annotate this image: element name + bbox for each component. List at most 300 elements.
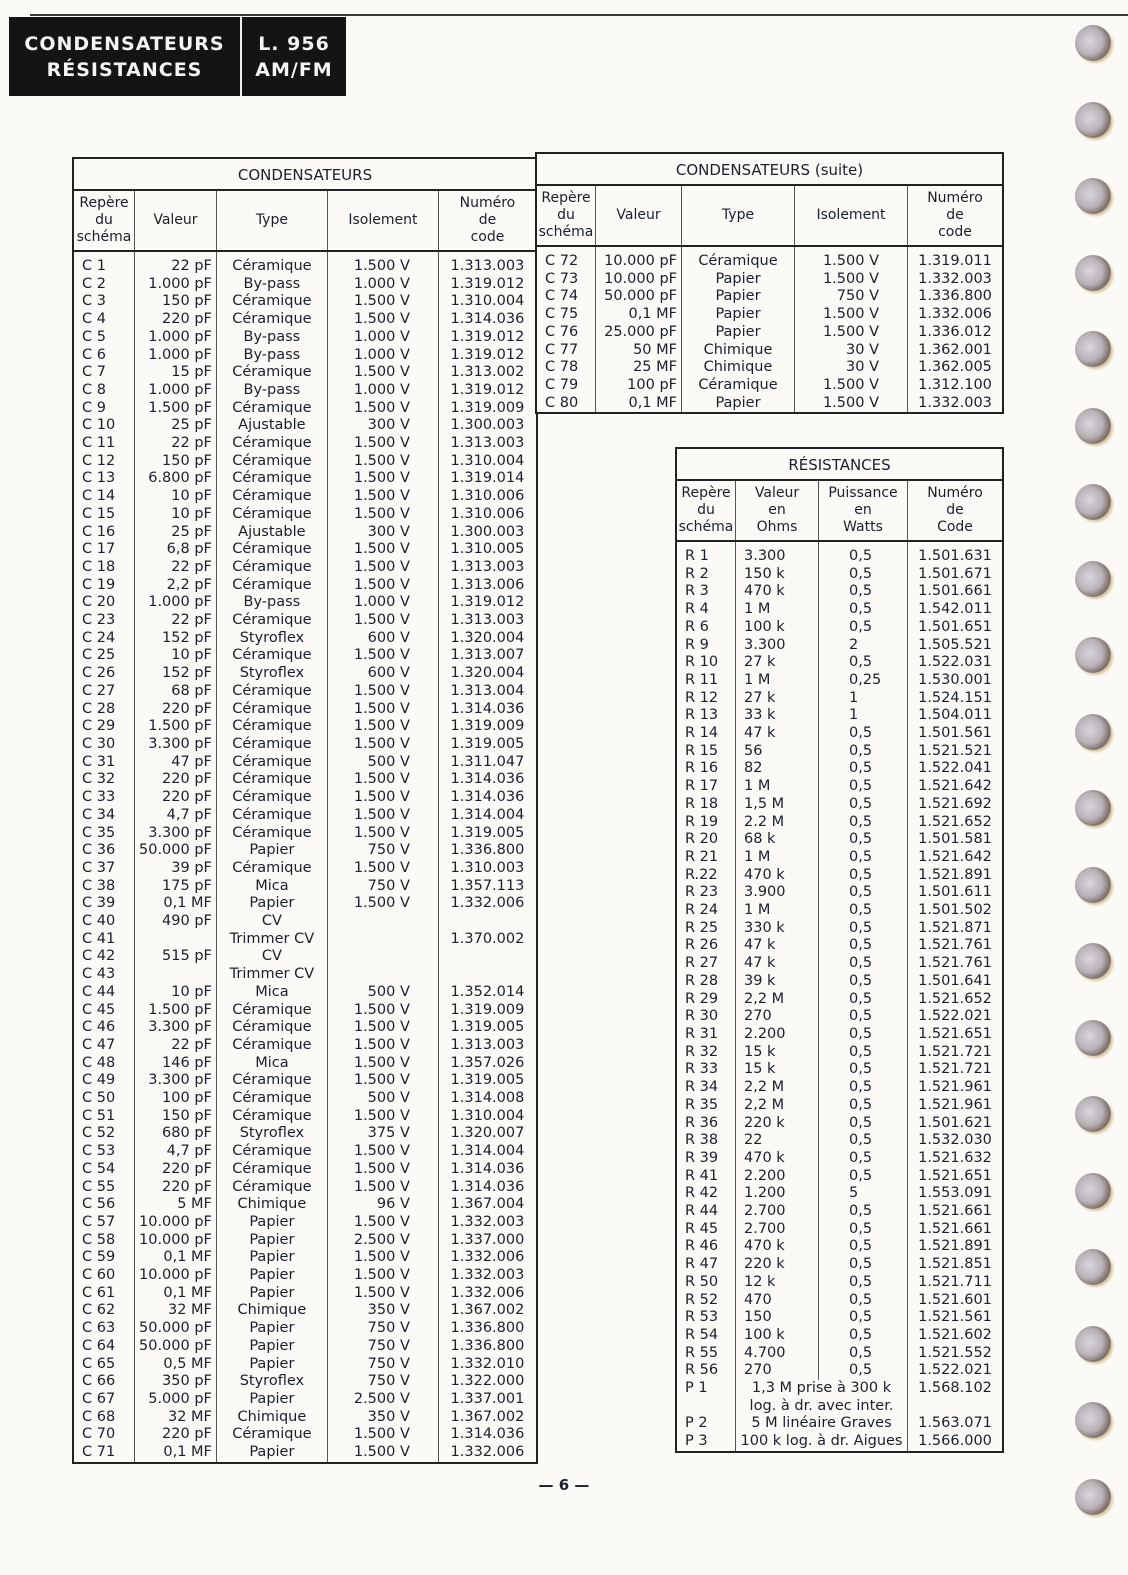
cell-valeur: 220 pF bbox=[135, 311, 217, 329]
cell-puissance: 0,5 bbox=[819, 1026, 908, 1044]
resistors-table bbox=[675, 447, 1004, 1453]
header-model-line1: L. 956 bbox=[258, 32, 330, 55]
cell-repere: R 23 bbox=[685, 884, 719, 901]
cell-puissance: 1 bbox=[819, 707, 908, 725]
cell-type: Céramique bbox=[216, 1090, 327, 1108]
cell-valeur: 50.000 pF bbox=[596, 288, 682, 306]
cell-code bbox=[438, 913, 536, 931]
cell-code: 1.357.113 bbox=[438, 878, 536, 896]
cell-code: 1.501.561 bbox=[908, 725, 1003, 743]
cell-valeur bbox=[135, 931, 217, 949]
cell-valeur: 3.900 bbox=[736, 884, 819, 902]
cell-description: 5 M linéaire Graves bbox=[736, 1415, 908, 1433]
cell-valeur: 1.000 pF bbox=[135, 382, 217, 400]
cell-repere: C 36 bbox=[82, 842, 116, 859]
binder-hole-icon bbox=[1075, 637, 1111, 673]
col-code: Numéro de code bbox=[438, 191, 536, 251]
cell-valeur: 2.2 M bbox=[736, 814, 819, 832]
table-row bbox=[74, 701, 536, 719]
cell-isolement: 1.500 V bbox=[327, 1143, 438, 1161]
cell-isolement: 1.500 V bbox=[327, 559, 438, 577]
cell-code: 1.336.012 bbox=[908, 324, 1003, 342]
cell-type: Céramique bbox=[216, 1179, 327, 1197]
cell-code: 1.319.014 bbox=[438, 470, 536, 488]
table-row bbox=[74, 895, 536, 913]
cell-valeur: 1 M bbox=[736, 849, 819, 867]
cell-repere: C 65 bbox=[82, 1355, 116, 1372]
cell-isolement: 1.500 V bbox=[327, 1108, 438, 1126]
table-row bbox=[677, 884, 1002, 902]
table-row bbox=[677, 1115, 1002, 1133]
cell-repere: C 23 bbox=[82, 612, 116, 629]
cell-repere: C 41 bbox=[82, 930, 116, 947]
cell-repere: R 4 bbox=[685, 601, 709, 618]
table-row bbox=[677, 566, 1002, 584]
table-row bbox=[677, 955, 1002, 973]
cell-code: 1.522.021 bbox=[908, 1008, 1003, 1026]
page-header bbox=[9, 17, 346, 96]
cell-type: Céramique bbox=[216, 364, 327, 382]
cell-type: Céramique bbox=[216, 1019, 327, 1037]
cell-type: Céramique bbox=[216, 647, 327, 665]
cell-code: 1.332.003 bbox=[908, 271, 1003, 289]
cell-repere: C 13 bbox=[82, 470, 116, 487]
cell-puissance: 0,5 bbox=[819, 601, 908, 619]
cell-valeur: 10 pF bbox=[135, 647, 217, 665]
cell-code: 1.532.030 bbox=[908, 1132, 1003, 1150]
header-title-line2: RÉSISTANCES bbox=[46, 58, 203, 81]
cell-type: By-pass bbox=[216, 594, 327, 612]
cell-code: 1.332.003 bbox=[908, 395, 1003, 413]
cell-isolement: 1.000 V bbox=[327, 329, 438, 347]
table-row bbox=[74, 754, 536, 772]
cell-type: CV bbox=[216, 913, 327, 931]
table-row bbox=[74, 541, 536, 559]
cell-isolement: 1.500 V bbox=[327, 1214, 438, 1232]
col-valeur: Valeur en Ohms bbox=[736, 481, 819, 541]
cell-code: 1.521.601 bbox=[908, 1292, 1003, 1310]
cell-code: 1.568.102 bbox=[908, 1380, 1003, 1398]
cell-valeur: 15 k bbox=[736, 1061, 819, 1079]
cell-repere: C 11 bbox=[82, 435, 116, 452]
cell-repere: R 42 bbox=[685, 1185, 719, 1202]
cell-code: 1.337.000 bbox=[438, 1232, 536, 1250]
cell-valeur: 100 pF bbox=[596, 377, 682, 395]
cell-valeur: 490 pF bbox=[135, 913, 217, 931]
cell-puissance: 2 bbox=[819, 637, 908, 655]
table-row bbox=[74, 647, 536, 665]
cell-code: 1.313.002 bbox=[438, 364, 536, 382]
cell-code: 1.362.005 bbox=[908, 359, 1003, 377]
cell-code: 1.521.651 bbox=[908, 1168, 1003, 1186]
cell-code: 1.521.761 bbox=[908, 937, 1003, 955]
cell-valeur: 1 M bbox=[736, 778, 819, 796]
table-row bbox=[74, 470, 536, 488]
cell-repere: C 19 bbox=[82, 576, 116, 593]
table-row bbox=[537, 359, 1002, 377]
cell-isolement: 1.000 V bbox=[327, 347, 438, 365]
cell-repere: R 56 bbox=[685, 1362, 719, 1379]
table-row bbox=[74, 807, 536, 825]
cell-valeur: 47 k bbox=[736, 955, 819, 973]
col-code: Numéro de code bbox=[908, 186, 1003, 246]
cell-repere: R 12 bbox=[685, 689, 719, 706]
cell-type: Styroflex bbox=[216, 665, 327, 683]
table-row bbox=[74, 630, 536, 648]
cell-type: Céramique bbox=[216, 771, 327, 789]
cell-isolement: 750 V bbox=[327, 1320, 438, 1338]
cell-code: 1.314.036 bbox=[438, 789, 536, 807]
cell-repere: R 25 bbox=[685, 919, 719, 936]
cell-type: Chimique bbox=[216, 1409, 327, 1427]
cell-puissance: 0,5 bbox=[819, 1044, 908, 1062]
cell-code: 1.566.000 bbox=[908, 1433, 1003, 1451]
cell-code: 1.530.001 bbox=[908, 672, 1003, 690]
cell-type: Céramique bbox=[216, 860, 327, 878]
header-model-line2: AM/FM bbox=[255, 58, 333, 81]
cell-code: 1.521.661 bbox=[908, 1221, 1003, 1239]
table-row bbox=[537, 271, 1002, 289]
cell-repere: C 61 bbox=[82, 1284, 116, 1301]
table-row bbox=[677, 814, 1002, 832]
cell-code: 1.521.652 bbox=[908, 991, 1003, 1009]
cell-valeur: 2.200 bbox=[736, 1026, 819, 1044]
cell-code: 1.310.006 bbox=[438, 506, 536, 524]
cell-repere: R 31 bbox=[685, 1025, 719, 1042]
cell-code: 1.310.004 bbox=[438, 453, 536, 471]
cell-puissance: 0,5 bbox=[819, 1221, 908, 1239]
cell-valeur: 22 pF bbox=[135, 559, 217, 577]
table-row bbox=[537, 395, 1002, 413]
cell-repere: R 16 bbox=[685, 760, 719, 777]
cell-valeur: 22 pF bbox=[135, 1037, 217, 1055]
cell-repere: C 24 bbox=[82, 629, 116, 646]
table-row bbox=[677, 1132, 1002, 1150]
cell-repere: C 5 bbox=[82, 328, 106, 345]
cell-isolement: 1.500 V bbox=[795, 395, 908, 413]
binder-hole-icon bbox=[1075, 1249, 1111, 1285]
cell-type: Papier bbox=[216, 1391, 327, 1409]
potentiometer-row-cont bbox=[677, 1398, 1002, 1416]
binder-hole-icon bbox=[1075, 1402, 1111, 1438]
cell-type: Chimique bbox=[216, 1196, 327, 1214]
cell-isolement: 1.500 V bbox=[327, 488, 438, 506]
cell-repere: C 75 bbox=[545, 306, 579, 323]
cell-repere: C 74 bbox=[545, 288, 579, 305]
cell-puissance: 0,5 bbox=[819, 1292, 908, 1310]
cell-valeur: 2.700 bbox=[736, 1221, 819, 1239]
cell-repere: R 24 bbox=[685, 902, 719, 919]
cell-code: 1.521.642 bbox=[908, 849, 1003, 867]
table-row bbox=[74, 736, 536, 754]
cell-isolement: 500 V bbox=[327, 1090, 438, 1108]
cell-isolement: 375 V bbox=[327, 1125, 438, 1143]
cell-repere: C 10 bbox=[82, 417, 116, 434]
cell-puissance: 0,5 bbox=[819, 1168, 908, 1186]
cell-repere: C 57 bbox=[82, 1213, 116, 1230]
cell-type: Céramique bbox=[216, 251, 327, 276]
cell-valeur: 82 bbox=[736, 760, 819, 778]
cell-valeur: 5.000 pF bbox=[135, 1391, 217, 1409]
table-row bbox=[677, 1327, 1002, 1345]
cell-repere: R 46 bbox=[685, 1238, 719, 1255]
table-row bbox=[74, 293, 536, 311]
cell-isolement: 1.500 V bbox=[327, 683, 438, 701]
table-row bbox=[677, 690, 1002, 708]
cell-code: 1.310.006 bbox=[438, 488, 536, 506]
cell-isolement: 1.500 V bbox=[327, 1285, 438, 1303]
cell-isolement bbox=[327, 913, 438, 931]
cell-code: 1.504.011 bbox=[908, 707, 1003, 725]
cell-isolement: 1.500 V bbox=[327, 293, 438, 311]
cell-valeur: 1 M bbox=[736, 902, 819, 920]
header-title bbox=[9, 17, 242, 96]
binder-hole-icon bbox=[1075, 1096, 1111, 1132]
cell-puissance: 0,5 bbox=[819, 991, 908, 1009]
cell-code: 1.332.006 bbox=[908, 306, 1003, 324]
cell-repere: C 73 bbox=[545, 270, 579, 287]
cell-valeur: 0,1 MF bbox=[135, 1444, 217, 1462]
table-row bbox=[74, 966, 536, 984]
cell-repere: C 35 bbox=[82, 824, 116, 841]
cell-valeur: 2,2 pF bbox=[135, 577, 217, 595]
table-row bbox=[74, 1338, 536, 1356]
cell-code: 1.332.003 bbox=[438, 1214, 536, 1232]
cell-repere: C 66 bbox=[82, 1373, 116, 1390]
table-row bbox=[537, 324, 1002, 342]
cell-valeur: 270 bbox=[736, 1008, 819, 1026]
table-row bbox=[74, 842, 536, 860]
table-row bbox=[677, 601, 1002, 619]
table-row bbox=[74, 276, 536, 294]
cell-valeur: 22 bbox=[736, 1132, 819, 1150]
cell-type: Céramique bbox=[216, 736, 327, 754]
cell-code: 1.319.011 bbox=[908, 246, 1003, 271]
table-row bbox=[677, 1345, 1002, 1363]
potentiometer-row bbox=[677, 1415, 1002, 1433]
cell-type: Papier bbox=[216, 1320, 327, 1338]
cell-code: 1.319.012 bbox=[438, 347, 536, 365]
table-row bbox=[74, 665, 536, 683]
cell-isolement: 750 V bbox=[795, 288, 908, 306]
cell-valeur: 15 pF bbox=[135, 364, 217, 382]
cell-type: Papier bbox=[682, 271, 795, 289]
table-row bbox=[74, 559, 536, 577]
resistors-body bbox=[677, 541, 1002, 1451]
table-row bbox=[677, 1221, 1002, 1239]
cell-repere: R 2 bbox=[685, 565, 709, 582]
cell-type: Papier bbox=[216, 1338, 327, 1356]
cell-isolement: 1.500 V bbox=[327, 895, 438, 913]
cell-code: 1.367.004 bbox=[438, 1196, 536, 1214]
cell-valeur: 6.800 pF bbox=[135, 470, 217, 488]
cell-repere: C 60 bbox=[82, 1267, 116, 1284]
table-row bbox=[74, 789, 536, 807]
cell-repere: C 18 bbox=[82, 558, 116, 575]
cell-code bbox=[908, 1398, 1003, 1416]
cell-type: Papier bbox=[216, 1444, 327, 1462]
cell-code: 1.521.761 bbox=[908, 955, 1003, 973]
cell-code: 1.332.006 bbox=[438, 1249, 536, 1267]
cell-code: 1.501.651 bbox=[908, 619, 1003, 637]
cell-isolement: 1.500 V bbox=[327, 825, 438, 843]
cell-repere: R 15 bbox=[685, 742, 719, 759]
cell-valeur: 1.000 pF bbox=[135, 594, 217, 612]
cell-code: 1.320.004 bbox=[438, 665, 536, 683]
binder-hole-icon bbox=[1075, 867, 1111, 903]
cell-code: 1.357.026 bbox=[438, 1055, 536, 1073]
cell-repere: R 1 bbox=[685, 548, 709, 564]
cell-puissance: 0,5 bbox=[819, 1274, 908, 1292]
cell-type: Céramique bbox=[216, 470, 327, 488]
cell-code: 1.521.851 bbox=[908, 1256, 1003, 1274]
cell-valeur: 3.300 bbox=[736, 637, 819, 655]
cell-puissance: 0,5 bbox=[819, 1115, 908, 1133]
cell-isolement: 1.500 V bbox=[795, 324, 908, 342]
cell-repere: C 49 bbox=[82, 1072, 116, 1089]
cell-repere: C 27 bbox=[82, 682, 116, 699]
cell-puissance: 0,5 bbox=[819, 884, 908, 902]
cell-repere: C 3 bbox=[82, 293, 106, 310]
cell-code: 1.521.721 bbox=[908, 1061, 1003, 1079]
cell-repere: C 56 bbox=[82, 1196, 116, 1213]
table-row bbox=[537, 306, 1002, 324]
table-row bbox=[677, 1061, 1002, 1079]
table-row bbox=[677, 707, 1002, 725]
table-row bbox=[677, 849, 1002, 867]
cell-valeur: 1 M bbox=[736, 672, 819, 690]
table-row bbox=[677, 991, 1002, 1009]
cell-puissance: 0,5 bbox=[819, 1362, 908, 1380]
cell-type: Papier bbox=[682, 324, 795, 342]
potentiometer-row bbox=[677, 1433, 1002, 1451]
table-row bbox=[74, 1196, 536, 1214]
cell-code: 1.312.100 bbox=[908, 377, 1003, 395]
cell-valeur: 47 k bbox=[736, 937, 819, 955]
table-row bbox=[74, 400, 536, 418]
cell-puissance: 0,5 bbox=[819, 973, 908, 991]
cell-valeur: 15 k bbox=[736, 1044, 819, 1062]
cell-code: 1.521.871 bbox=[908, 920, 1003, 938]
cell-repere: C 62 bbox=[82, 1302, 116, 1319]
cell-code: 1.332.006 bbox=[438, 1285, 536, 1303]
cell-valeur: 32 MF bbox=[135, 1409, 217, 1427]
cell-repere: R 19 bbox=[685, 813, 719, 830]
cell-valeur: 2,2 M bbox=[736, 1097, 819, 1115]
cell-isolement: 750 V bbox=[327, 1338, 438, 1356]
table-row bbox=[74, 948, 536, 966]
cell-code: 1.313.003 bbox=[438, 612, 536, 630]
cell-puissance: 0,5 bbox=[819, 796, 908, 814]
table-row bbox=[74, 931, 536, 949]
cell-valeur: 50.000 pF bbox=[135, 1338, 217, 1356]
cell-code: 1.522.021 bbox=[908, 1362, 1003, 1380]
cell-type: Céramique bbox=[216, 311, 327, 329]
cell-valeur: 470 k bbox=[736, 867, 819, 885]
cell-code: 1.336.800 bbox=[438, 842, 536, 860]
cell-valeur: 150 pF bbox=[135, 453, 217, 471]
cell-type: Céramique bbox=[216, 506, 327, 524]
table-row bbox=[74, 984, 536, 1002]
cell-code: 1.521.661 bbox=[908, 1203, 1003, 1221]
cell-repere: R 3 bbox=[685, 583, 709, 600]
capacitors-cont-body bbox=[537, 246, 1002, 412]
cell-repere: C 25 bbox=[82, 647, 116, 664]
cell-code: 1.521.891 bbox=[908, 1238, 1003, 1256]
cell-puissance: 0,5 bbox=[819, 1256, 908, 1274]
cell-repere: C 30 bbox=[82, 735, 116, 752]
table-row bbox=[677, 778, 1002, 796]
table-row bbox=[74, 612, 536, 630]
cell-code: 1.319.005 bbox=[438, 825, 536, 843]
cell-type: Céramique bbox=[216, 1002, 327, 1020]
cell-valeur: 1.500 pF bbox=[135, 1002, 217, 1020]
col-repere: Repère du schéma bbox=[677, 481, 736, 541]
cell-valeur: 150 bbox=[736, 1309, 819, 1327]
table-row bbox=[677, 1026, 1002, 1044]
cell-code: 1.524.151 bbox=[908, 690, 1003, 708]
cell-isolement: 350 V bbox=[327, 1302, 438, 1320]
table-row bbox=[74, 1232, 536, 1250]
cell-code: 1.314.036 bbox=[438, 771, 536, 789]
col-isolement: Isolement bbox=[327, 191, 438, 251]
cell-code: 1.332.003 bbox=[438, 1267, 536, 1285]
table-row bbox=[74, 1002, 536, 1020]
cell-valeur: 25.000 pF bbox=[596, 324, 682, 342]
table-row bbox=[677, 760, 1002, 778]
cell-puissance: 0,5 bbox=[819, 1345, 908, 1363]
cell-isolement: 300 V bbox=[327, 524, 438, 542]
cell-repere: P 2 bbox=[685, 1415, 708, 1432]
cell-puissance: 0,5 bbox=[819, 920, 908, 938]
table-row bbox=[74, 860, 536, 878]
cell-valeur: 10.000 pF bbox=[596, 246, 682, 271]
cell-repere: R 9 bbox=[685, 636, 709, 653]
cell-isolement: 750 V bbox=[327, 1373, 438, 1391]
cell-puissance: 0,5 bbox=[819, 1132, 908, 1150]
cell-isolement: 500 V bbox=[327, 984, 438, 1002]
cell-valeur: 1,5 M bbox=[736, 796, 819, 814]
cell-type: By-pass bbox=[216, 276, 327, 294]
cell-valeur: 22 pF bbox=[135, 435, 217, 453]
col-puissance: Puissance en Watts bbox=[819, 481, 908, 541]
cell-repere: C 32 bbox=[82, 771, 116, 788]
cell-puissance: 0,5 bbox=[819, 955, 908, 973]
cell-code: 1.314.008 bbox=[438, 1090, 536, 1108]
cell-repere: C 6 bbox=[82, 346, 106, 363]
cell-type: Céramique bbox=[216, 1072, 327, 1090]
potentiometer-row bbox=[677, 1380, 1002, 1398]
table-row bbox=[74, 1444, 536, 1462]
cell-repere: C 45 bbox=[82, 1001, 116, 1018]
cell-code: 1.521.561 bbox=[908, 1309, 1003, 1327]
cell-repere: R 11 bbox=[685, 671, 719, 688]
table-row bbox=[74, 1161, 536, 1179]
cell-type: Céramique bbox=[216, 718, 327, 736]
cell-valeur: 0,1 MF bbox=[596, 306, 682, 324]
cell-valeur: 3.300 pF bbox=[135, 1072, 217, 1090]
table-row bbox=[537, 288, 1002, 306]
cell-valeur: 50 MF bbox=[596, 342, 682, 360]
table-row bbox=[537, 342, 1002, 360]
cell-code: 1.521.692 bbox=[908, 796, 1003, 814]
cell-type: Céramique bbox=[216, 825, 327, 843]
table-row bbox=[74, 1391, 536, 1409]
table-row bbox=[74, 329, 536, 347]
cell-valeur: 1.500 pF bbox=[135, 718, 217, 736]
table-row bbox=[74, 1267, 536, 1285]
cell-type: Papier bbox=[216, 895, 327, 913]
